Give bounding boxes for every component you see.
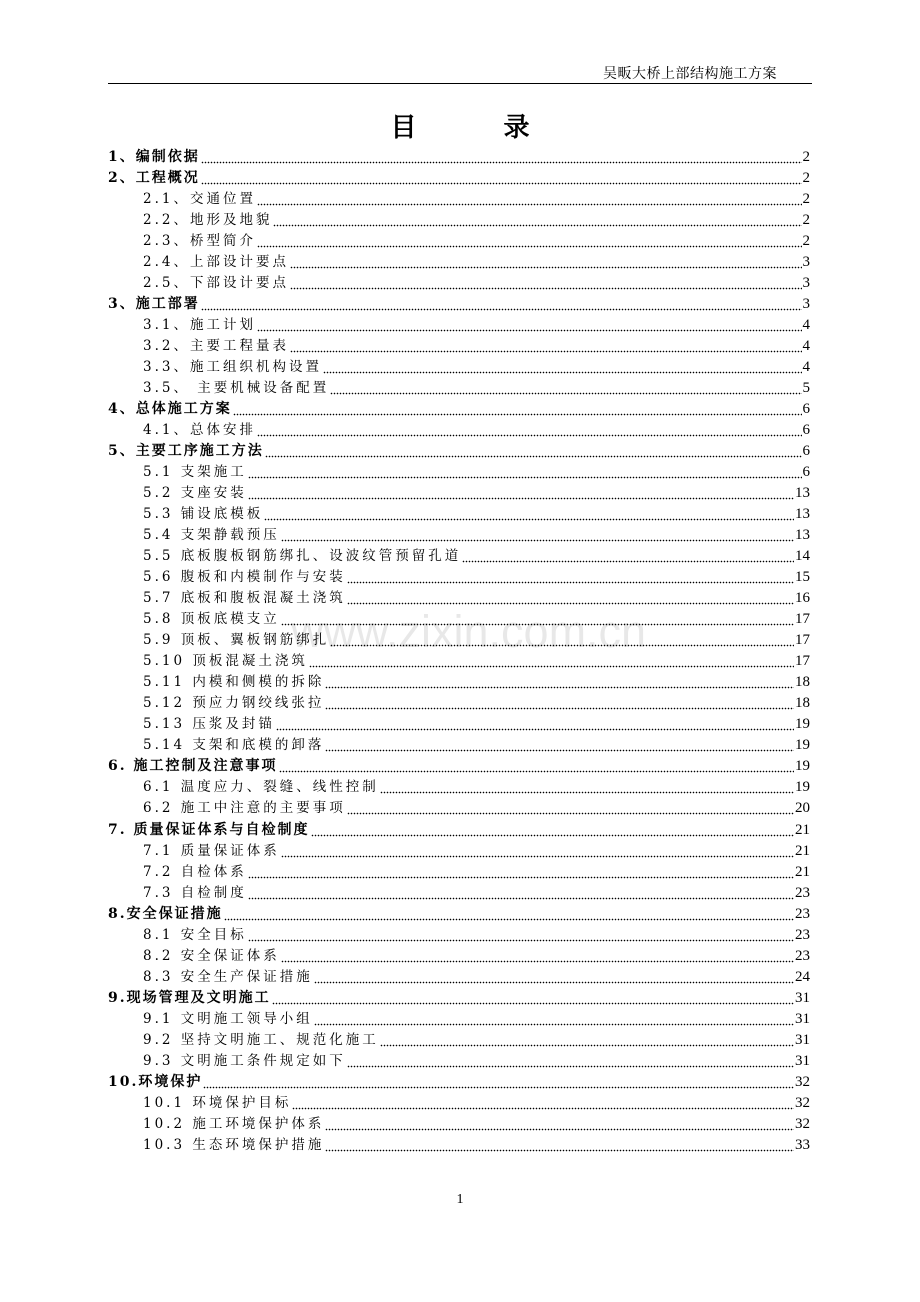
toc-entry-label: 3.2、主要工程量表 [143,337,289,354]
toc-section-entry [108,294,810,315]
toc-entry-label: 7.3 自检制度 [143,884,247,901]
toc-entry-page-number: 6 [802,442,810,459]
toc-dot-leader [257,420,802,441]
toc-dot-leader [347,798,794,819]
toc-entry-label: 8.安全保证措施 [108,905,223,922]
toc-entry-page-number: 23 [795,884,810,901]
toc-subsection-entry [108,862,810,883]
toc-entry-page-number: 16 [795,590,810,607]
toc-dot-leader [462,546,794,567]
toc-dot-leader [311,820,795,841]
toc-entry-page-number: 5 [802,379,810,396]
toc-entry-label: 5.14 支架和底模的卸落 [143,737,325,754]
toc-dot-leader [201,168,802,189]
toc-dot-leader [325,735,794,756]
toc-subsection-entry [108,798,810,819]
toc-entry-label: 5.5 底板腹板钢筋绑扎、设波纹管预留孔道 [143,548,462,565]
toc-entry-label: 7.1 质量保证体系 [143,842,280,859]
toc-dot-leader [224,904,794,925]
toc-entry-label: 5.2 支座安装 [143,485,247,502]
toc-entry-label: 1、编制依据 [108,148,200,165]
toc-entry-label: 9.3 文明施工条件规定如下 [143,1052,346,1069]
toc-entry-label: 5.6 腹板和内模制作与安装 [143,569,346,586]
toc-subsection-entry [108,672,810,693]
toc-subsection-entry [108,1030,810,1051]
toc-entry-page-number: 13 [795,527,810,544]
toc-subsection-entry [108,315,810,336]
toc-dot-leader [314,1009,794,1030]
toc-entry-label: 2.2、地形及地貌 [143,211,273,228]
toc-entry-page-number: 17 [795,632,810,649]
toc-dot-leader [325,693,794,714]
toc-entry-label: 2.3、桥型简介 [143,232,256,249]
toc-entry-page-number: 32 [795,1115,810,1132]
toc-entry-label: 9.2 坚持文明施工、规范化施工 [143,1031,379,1048]
toc-entry-label: 2.4、上部设计要点 [143,253,289,270]
toc-entry-page-number: 18 [795,674,810,691]
toc-dot-leader [347,588,794,609]
toc-dot-leader [248,925,794,946]
toc-subsection-entry [108,525,810,546]
toc-entry-label: 3.3、施工组织机构设置 [143,358,322,375]
toc-dot-leader [330,378,801,399]
toc-dot-leader [323,357,802,378]
toc-dot-leader [281,946,794,967]
toc-subsection-entry [108,1135,810,1156]
toc-dot-leader [347,567,794,588]
toc-subsection-entry [108,588,810,609]
toc-entry-page-number: 21 [795,842,810,859]
toc-dot-leader [248,483,794,504]
toc-subsection-entry [108,210,810,231]
toc-dot-leader [325,672,794,693]
toc-entry-page-number: 14 [795,548,810,565]
toc-entry-page-number: 17 [795,653,810,670]
toc-entry-label: 2、工程概况 [108,169,200,186]
toc-dot-leader [273,210,801,231]
toc-subsection-entry [108,483,810,504]
toc-entry-label: 3.5、 主要机械设备配置 [143,379,330,396]
toc-subsection-entry [108,735,810,756]
toc-subsection-entry [108,967,810,988]
toc-dot-leader [248,862,794,883]
toc-entry-label: 9.1 文明施工领导小组 [143,1010,313,1027]
toc-entry-page-number: 2 [802,211,810,228]
toc-dot-leader [279,756,795,777]
toc-entry-label: 6.1 温度应力、裂缝、线性控制 [143,779,379,796]
toc-section-entry [108,441,810,462]
toc-dot-leader [281,609,794,630]
toc-entry-page-number: 4 [802,337,810,354]
toc-subsection-entry [108,357,810,378]
toc-subsection-entry [108,946,810,967]
page-number: 1 [456,1192,464,1207]
toc-dot-leader [201,294,802,315]
toc-dot-leader [257,315,802,336]
toc-subsection-entry [108,630,810,651]
toc-dot-leader [272,988,794,1009]
toc-entry-page-number: 19 [795,779,810,796]
toc-entry-label: 5.10 顶板混凝土浇筑 [143,653,308,670]
toc-entry-page-number: 23 [795,947,810,964]
toc-entry-label: 7.2 自检体系 [143,863,247,880]
toc-dot-leader [203,1072,794,1093]
toc-dot-leader [314,967,794,988]
toc-entry-label: 6. 施工控制及注意事项 [108,758,278,775]
toc-dot-leader [257,231,802,252]
toc-entry-label: 4.1、总体安排 [143,421,256,438]
toc-entry-page-number: 33 [795,1136,810,1153]
toc-entry-label: 5、主要工序施工方法 [108,442,264,459]
toc-subsection-entry [108,378,810,399]
toc-section-entry [108,399,810,420]
toc-subsection-entry [108,693,810,714]
toc-entry-label: 10.3 生态环境保护措施 [143,1136,325,1153]
toc-dot-leader [281,525,794,546]
toc-entry-page-number: 21 [795,863,810,880]
toc-dot-leader [325,1135,794,1156]
toc-dot-leader [325,1114,794,1135]
toc-list [108,147,810,1157]
toc-entry-page-number: 20 [795,800,810,817]
toc-subsection-entry [108,651,810,672]
toc-dot-leader [248,883,794,904]
toc-subsection-entry [108,420,810,441]
toc-entry-page-number: 3 [802,274,810,291]
toc-entry-page-number: 31 [795,1031,810,1048]
toc-entry-page-number: 13 [795,506,810,523]
toc-subsection-entry [108,1009,810,1030]
toc-entry-label: 10.环境保护 [108,1073,203,1090]
toc-section-entry [108,904,810,925]
toc-dot-leader [248,462,802,483]
toc-section-entry [108,820,810,841]
toc-section-entry [108,988,810,1009]
toc-entry-label: 7. 质量保证体系与自检制度 [108,821,310,838]
toc-section-entry [108,1072,810,1093]
toc-entry-label: 4、总体施工方案 [108,400,232,417]
toc-section-entry [108,168,810,189]
toc-entry-page-number: 31 [795,1052,810,1069]
toc-entry-page-number: 18 [795,695,810,712]
toc-entry-label: 3、施工部署 [108,295,200,312]
toc-entry-page-number: 19 [795,737,810,754]
toc-entry-label: 5.1 支架施工 [143,463,247,480]
toc-dot-leader [276,714,794,735]
toc-subsection-entry [108,1093,810,1114]
document-header-title: 吴畈大桥上部结构施工方案 [603,66,777,82]
header-divider [108,83,812,84]
toc-entry-label: 5.11 内模和侧模的拆除 [143,674,325,691]
toc-dot-leader [380,777,794,798]
toc-entry-label: 5.7 底板和腹板混凝土浇筑 [143,590,346,607]
toc-entry-page-number: 15 [795,569,810,586]
toc-entry-page-number: 19 [795,758,810,775]
toc-entry-label: 6.2 施工中注意的主要事项 [143,800,346,817]
toc-entry-label: 9.现场管理及文明施工 [108,989,271,1006]
toc-dot-leader [290,273,802,294]
toc-title: 目 录 [390,113,530,143]
toc-entry-label: 3.1、施工计划 [143,316,256,333]
toc-entry-page-number: 17 [795,611,810,628]
toc-dot-leader [233,399,802,420]
toc-entry-label: 5.4 支架静载预压 [143,527,280,544]
toc-entry-page-number: 32 [795,1073,810,1090]
toc-entry-label: 8.1 安全目标 [143,926,247,943]
toc-entry-page-number: 13 [795,485,810,502]
toc-subsection-entry [108,462,810,483]
toc-subsection-entry [108,714,810,735]
toc-entry-label: 10.1 环境保护目标 [143,1094,292,1111]
toc-subsection-entry [108,273,810,294]
toc-subsection-entry [108,504,810,525]
toc-entry-page-number: 2 [802,232,810,249]
toc-section-entry [108,147,810,168]
toc-subsection-entry [108,231,810,252]
toc-dot-leader [201,147,802,168]
toc-entry-page-number: 19 [795,716,810,733]
toc-entry-label: 5.12 预应力钢绞线张拉 [143,695,325,712]
toc-entry-page-number: 6 [802,463,810,480]
toc-entry-page-number: 6 [802,421,810,438]
toc-entry-page-number: 23 [795,926,810,943]
toc-entry-page-number: 24 [795,968,810,985]
toc-subsection-entry [108,1051,810,1072]
toc-entry-label: 2.1、交通位置 [143,190,256,207]
toc-subsection-entry [108,336,810,357]
toc-subsection-entry [108,777,810,798]
toc-dot-leader [309,651,794,672]
toc-subsection-entry [108,189,810,210]
toc-subsection-entry [108,883,810,904]
toc-dot-leader [290,336,802,357]
toc-subsection-entry [108,567,810,588]
toc-section-entry [108,756,810,777]
toc-entry-page-number: 2 [802,169,810,186]
toc-entry-page-number: 2 [802,148,810,165]
toc-entry-page-number: 6 [802,400,810,417]
toc-subsection-entry [108,1114,810,1135]
toc-subsection-entry [108,546,810,567]
toc-dot-leader [380,1030,794,1051]
toc-entry-page-number: 23 [795,905,810,922]
toc-subsection-entry [108,841,810,862]
toc-dot-leader [257,189,802,210]
toc-entry-page-number: 4 [802,316,810,333]
toc-entry-label: 5.8 顶板底模支立 [143,611,280,628]
toc-entry-label: 10.2 施工环境保护体系 [143,1115,325,1132]
toc-entry-label: 8.2 安全保证体系 [143,947,280,964]
toc-dot-leader [347,1051,794,1072]
toc-dot-leader [264,504,794,525]
toc-entry-page-number: 3 [802,253,810,270]
toc-entry-page-number: 3 [802,295,810,312]
toc-entry-label: 5.13 压浆及封锚 [143,716,275,733]
toc-entry-label: 5.3 铺设底模板 [143,506,264,523]
toc-dot-leader [281,841,794,862]
toc-entry-page-number: 32 [795,1094,810,1111]
toc-entry-page-number: 31 [795,989,810,1006]
toc-entry-label: 2.5、下部设计要点 [143,274,289,291]
toc-entry-page-number: 2 [802,190,810,207]
toc-subsection-entry [108,925,810,946]
toc-entry-page-number: 31 [795,1010,810,1027]
toc-subsection-entry [108,252,810,273]
toc-entry-label: 8.3 安全生产保证措施 [143,968,313,985]
toc-subsection-entry [108,609,810,630]
toc-entry-label: 5.9 顶板、翼板钢筋绑扎 [143,632,330,649]
toc-dot-leader [292,1093,794,1114]
toc-entry-page-number: 4 [802,358,810,375]
toc-dot-leader [265,441,802,462]
toc-dot-leader [290,252,802,273]
toc-entry-page-number: 21 [795,821,810,838]
toc-dot-leader [330,630,794,651]
